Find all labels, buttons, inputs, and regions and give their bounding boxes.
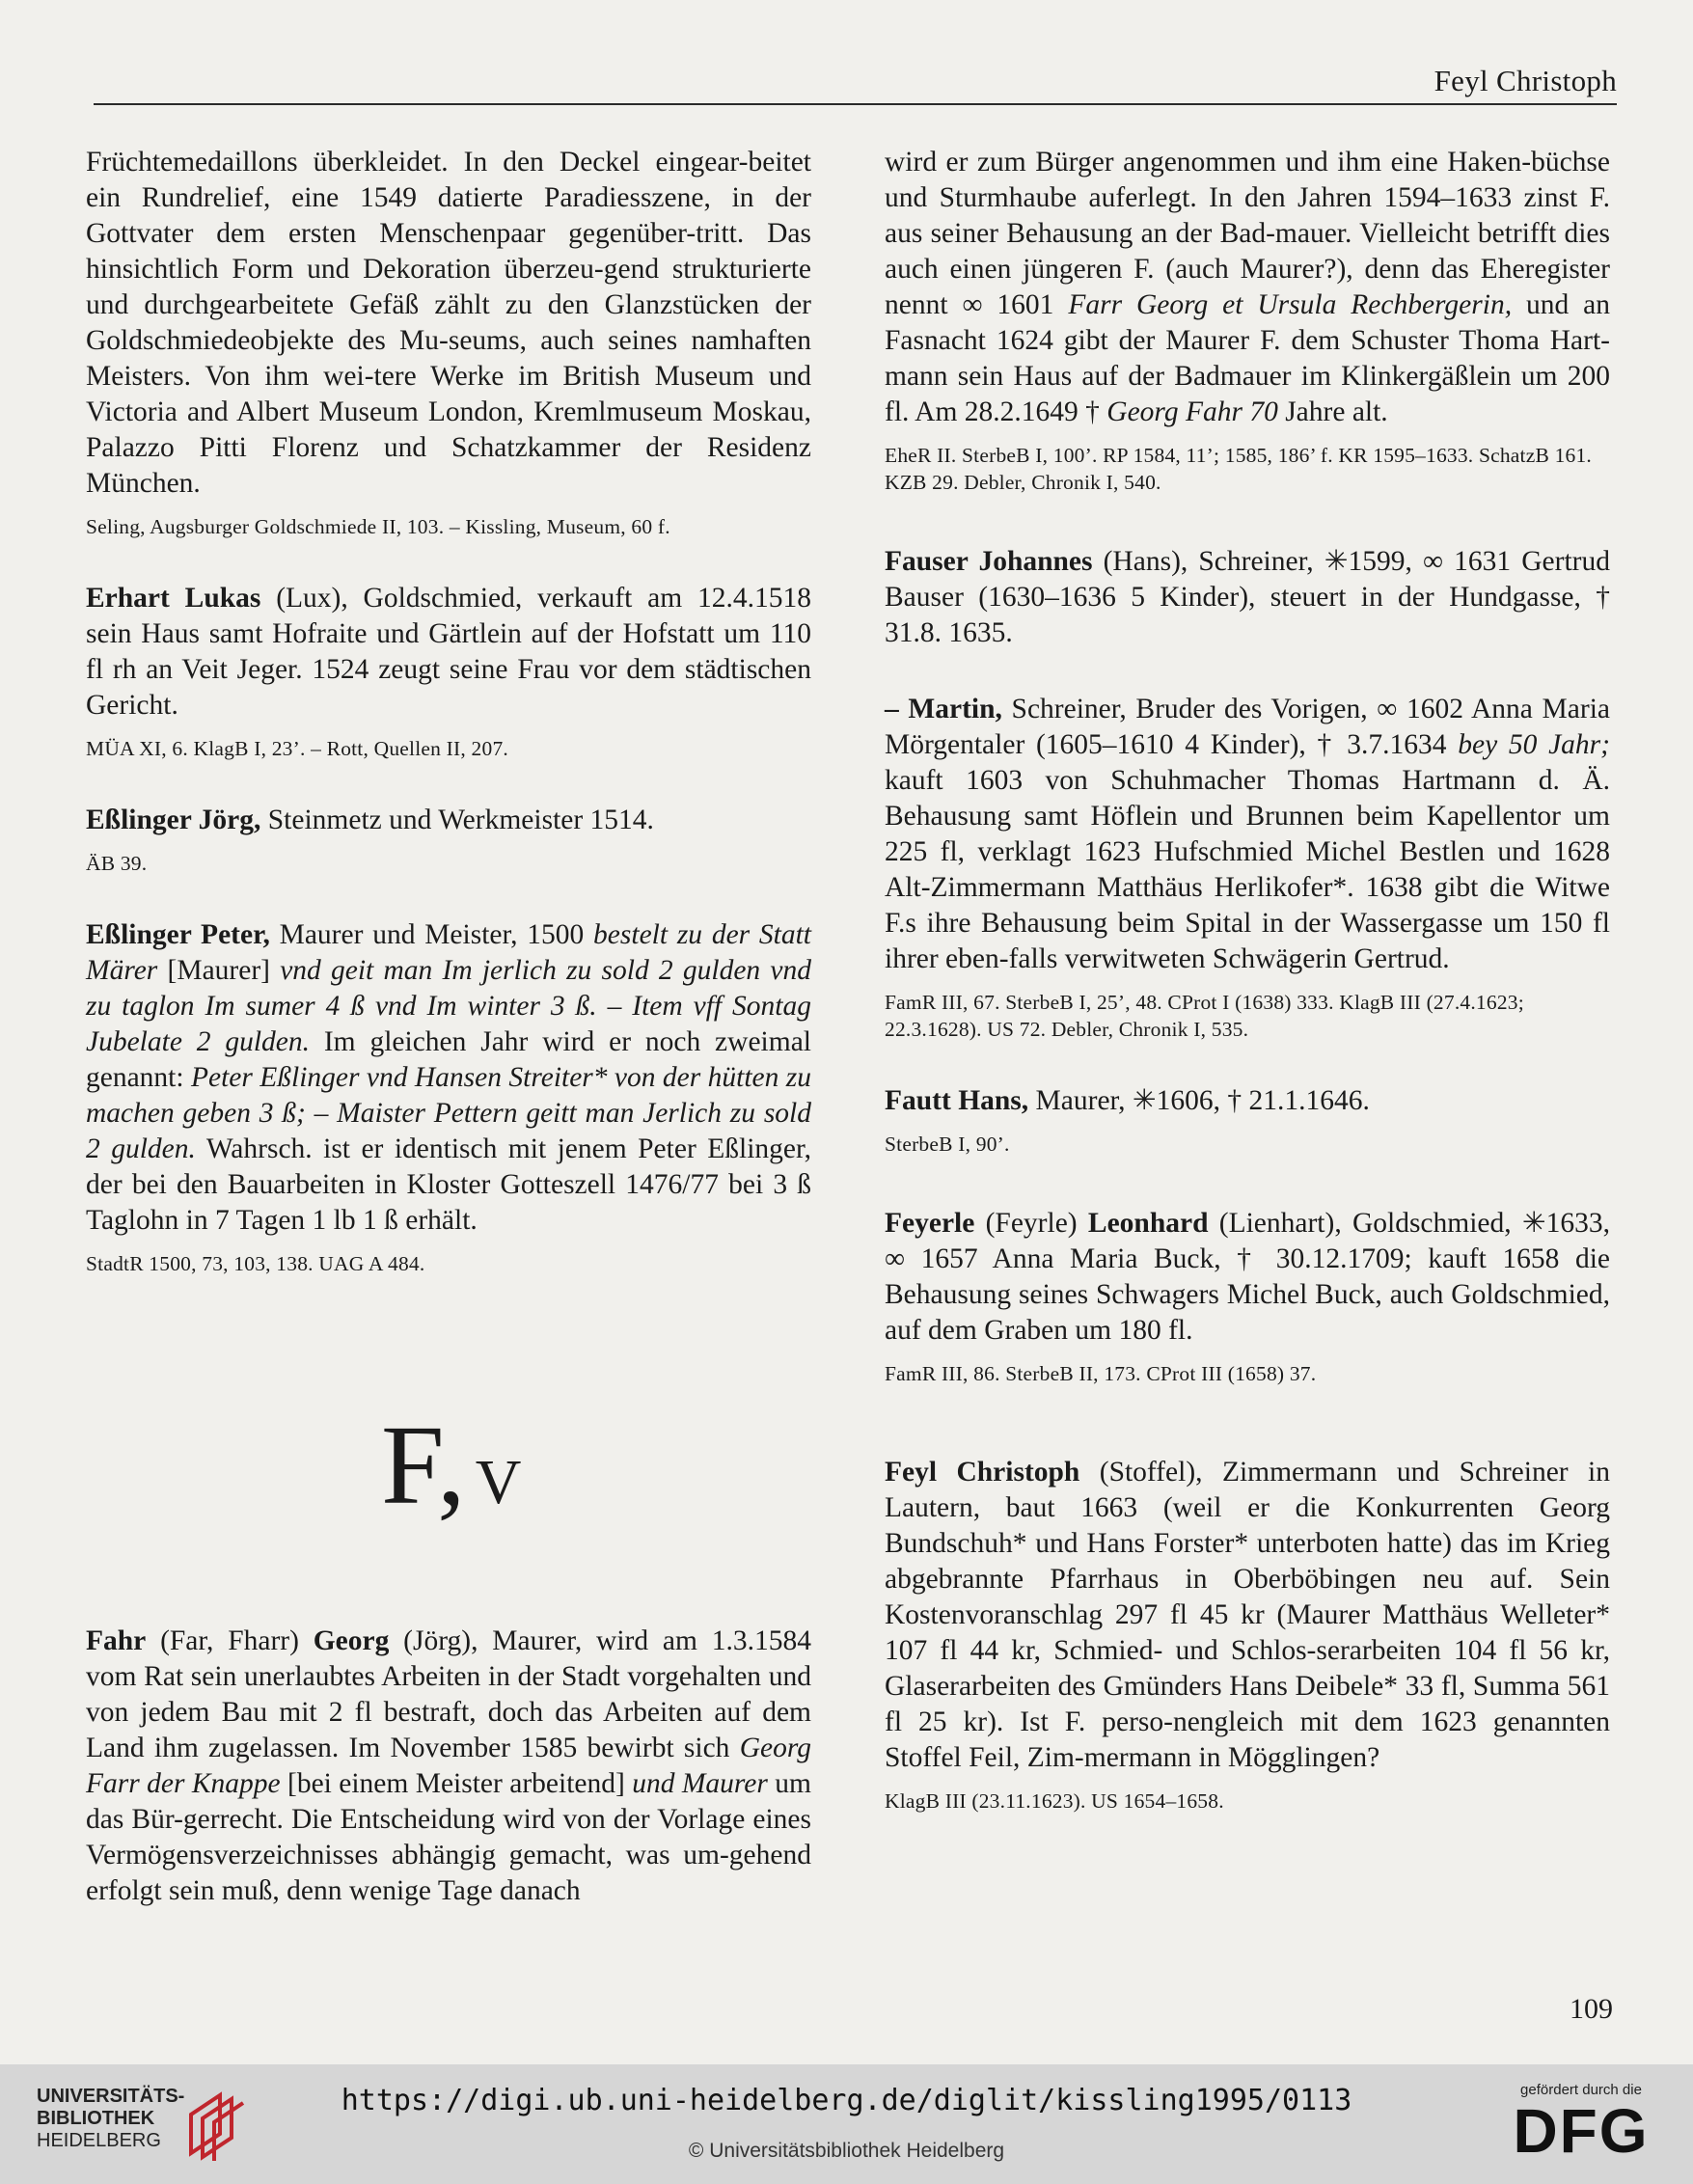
entry-fauser-johannes: [885, 544, 1610, 651]
entry-reference: FamR III, 67. SterbeB I, 25’, 48. CProt I (1638) 333. KlagB III (27.4.1623; 22.3.1628). US 72. Debler, Chronik I, 535.: [885, 991, 1524, 1041]
permalink-url[interactable]: https://digi.ub.uni-heidelberg.de/diglit/kissling1995/0113: [341, 2084, 1352, 2117]
entry-name: Eßlinger Peter,: [86, 919, 270, 950]
entry-name: Eßlinger Jörg,: [86, 805, 261, 835]
entry-body: Eßlinger Jörg, Steinmetz und Werkmeister 1514.: [86, 805, 654, 835]
entry-body: Fahr (Far, Fharr) Georg (Jörg), Maurer, wird am 1.3.1584 vom Rat sein unerlaubtes Arbeiten in der Stadt vorgehalten und von jedem Bau mit 2 fl bestraft, doch das Arbeiten auf dem Land ihm zugelassen. Im November 1585 bewirbt sich Georg Farr der Knappe [bei einem Meister arbeitend] und Maurer um das Bür-gerrecht. Die Entscheidung wird von der Vorlage eines Vermögensverzeichnisses abhängig gemacht, was um-gehend erfolgt sein muß, denn wenige Tage danach: [86, 1625, 812, 1906]
entry-feyl-christoph: [885, 1455, 1610, 1815]
page-number: 109: [1570, 1993, 1613, 2025]
entry-name: Feyl Christoph: [885, 1457, 1080, 1488]
copyright-notice: © Universitätsbibliothek Heidelberg: [688, 2140, 1005, 2162]
entry-esslinger-peter: [86, 917, 811, 1277]
entry-feyerle-leonhard: [885, 1206, 1610, 1387]
entry-name: Feyerle: [885, 1208, 975, 1239]
entry-fahr-georg: [86, 1624, 811, 1909]
entry-reference: SterbeB I, 90’.: [885, 1133, 1010, 1156]
entry-fauser-martin: [885, 692, 1610, 1043]
entry-body: Feyerle (Feyrle) Leonhard (Lienhart), Goldschmied, ✳1633, ∞ 1657 Anna Maria Buck, † 30.12.1709; kauft 1658 die Behausung seines Schwagers Michel Buck, auch Goldschmied, auf dem Graben um 180 fl.: [885, 1208, 1610, 1346]
entry-body: Eßlinger Peter, Maurer und Meister, 1500 bestelt zu der Statt Märer [Maurer] vnd geit man Im jerlich zu sold 2 gulden vnd zu taglon Im sumer 4 ß vnd Im winter 3 ß. – Item vff Sontag Jubelate 2 gulden. Im gleichen Jahr wird er noch zweimal genannt: Peter Eßlinger vnd Hansen Streiter* von der hütten zu machen geben 3 ß; – Maister Pettern geitt man Jerlich zu sold 2 gulden. Wahrsch. ist er identisch mit jenem Peter Eßlinger, der bei den Bauarbeiten in Kloster Gotteszell 1476/77 bei 3 ß Taglohn in 7 Tagen 1 lb 1 ß erhält.: [86, 919, 811, 1236]
entry-reference: EheR II. SterbeB I, 100’. RP 1584, 11’; 1585, 186’ f. KR 1595–1633. SchatzB 161. KZB 29. Debler, Chronik I, 540.: [885, 444, 1592, 494]
left-column-lower: [86, 1624, 811, 1909]
entry-body: Früchtemedaillons überkleidet. In den Deckel eingear-beitet ein Rundrelief, eine 1549 datierte Paradiesszene, in der Gottvater dem ersten Menschenpaar gegenüber-tritt. Das hinsichtlich Form und Dekoration überzeu-gend strukturierte und durchgearbeitete Gefäß zählt zu den Glanzstücken der Goldschmiedeobjekte des Mu-seums, auch seines namhaften Meisters. Von ihm wei-tere Werke im British Museum und Victoria and Albert Museum London, Kremlmuseum Moskau, Palazzo Pitti Florenz und Schatzkammer der Residenz München.: [86, 147, 811, 499]
entry-reference: ÄB 39.: [86, 852, 148, 875]
entry-reference: FamR III, 86. SterbeB II, 173. CProt III (1658) 37.: [885, 1362, 1317, 1385]
entry-reference: KlagB III (23.11.1623). US 1654–1658.: [885, 1789, 1224, 1813]
entry-name: Erhart Lukas: [86, 583, 261, 614]
entry-continuation: [86, 145, 811, 540]
entry-fahr-continuation: [885, 145, 1610, 496]
entry-body: Fauser Johannes (Hans), Schreiner, ✳1599, ∞ 1631 Gertrud Bauser (1630–1636 5 Kinder), steuert in der Hundgasse, † 31.8. 1635.: [885, 546, 1610, 648]
entry-body: wird er zum Bürger angenommen und ihm eine Haken-büchse und Sturmhaube auferlegt. In den Jahren 1594–1633 zinst F. aus seiner Behausung an der Bad-mauer. Vielleicht betrifft dies auch einen jüngeren F. (auch Maurer?), denn das Eheregister nennt ∞ 1601 Farr Georg et Ursula Rechbergerin, und an Fasnacht 1624 gibt der Maurer F. dem Schuster Thoma Hart-mann sein Haus auf der Badmauer im Klinkergäßlein um 200 fl. Am 28.2.1649 † Georg Fahr 70 Jahre alt.: [885, 147, 1611, 427]
running-head: Feyl Christoph: [1434, 64, 1617, 97]
entry-name: Fauser Johannes: [885, 546, 1093, 577]
entry-name: – Martin,: [885, 694, 1002, 724]
ub-heidelberg-logo[interactable]: UNIVERSITÄTS- BIBLIOTHEK HEIDELBERG: [37, 2086, 259, 2163]
entry-esslinger-joerg: [86, 803, 811, 877]
entry-reference: MÜA XI, 6. KlagB I, 23’. – Rott, Quellen II, 207.: [86, 737, 508, 760]
entry-erhart-lukas: [86, 581, 811, 762]
entry-fautt-hans: [885, 1083, 1610, 1158]
viewer-footer: [0, 2064, 1693, 2184]
left-column: [86, 145, 811, 1277]
dfg-logo[interactable]: gefördert durch die DFG: [1513, 2082, 1650, 2166]
entry-body: Feyl Christoph (Stoffel), Zimmermann und Schreiner in Lautern, baut 1663 (weil er die Konkurrenten Georg Bundschuh* und Hans Forster* unterboten hatte) das im Krieg abgebrannte Pfarrhaus in Oberböbingen neu auf. Sein Kostenvoranschlag 297 fl 45 kr (Maurer Matthäus Welleter* 107 fl 44 kr, Schmied- und Schlos-serarbeiten 104 fl 56 kr, Glaserarbeiten des Gmünders Hans Deibele* 33 fl, Summa 561 fl 25 kr). Ist F. perso-nengleich mit dem 1623 genannten Stoffel Feil, Zim-mermann in Mögglingen?: [885, 1457, 1610, 1773]
entry-body: Fautt Hans, Maurer, ✳1606, † 21.1.1646.: [885, 1085, 1370, 1116]
entry-name: Fautt Hans,: [885, 1085, 1029, 1116]
entry-reference: Seling, Augsburger Goldschmiede II, 103. – Kissling, Museum, 60 f.: [86, 515, 670, 538]
section-letter-heading: F, V: [381, 1402, 524, 1528]
header-rule: [94, 103, 1617, 105]
entry-reference: StadtR 1500, 73, 103, 138. UAG A 484.: [86, 1252, 425, 1275]
entry-name: Fahr: [86, 1625, 147, 1656]
entry-body: Erhart Lukas (Lux), Goldschmied, verkauft am 12.4.1518 sein Haus samt Hofraite und Gärtlein auf der Hofstatt um 110 fl rh an Veit Jeger. 1524 zeugt seine Frau vor dem städtischen Gericht.: [86, 583, 811, 721]
entry-body: – Martin, Schreiner, Bruder des Vorigen, ∞ 1602 Anna Maria Mörgentaler (1605–1610 4 Kinder), † 3.7.1634 bey 50 Jahr; kauft 1603 von Schuhmacher Thomas Hartmann d. Ä. Behausung samt Höflein und Brunnen beim Kapellentor um 225 fl, verklagt 1623 Hufschmied Michel Bestlen und 1628 Alt-Zimmermann Matthäus Herlikofer*. 1638 gibt die Witwe F.s ihre Behausung beim Spital in der Wassergasse um 150 fl ihrer eben-falls verwitweten Schwägerin Gertrud.: [885, 694, 1610, 974]
right-column: [885, 145, 1610, 1815]
